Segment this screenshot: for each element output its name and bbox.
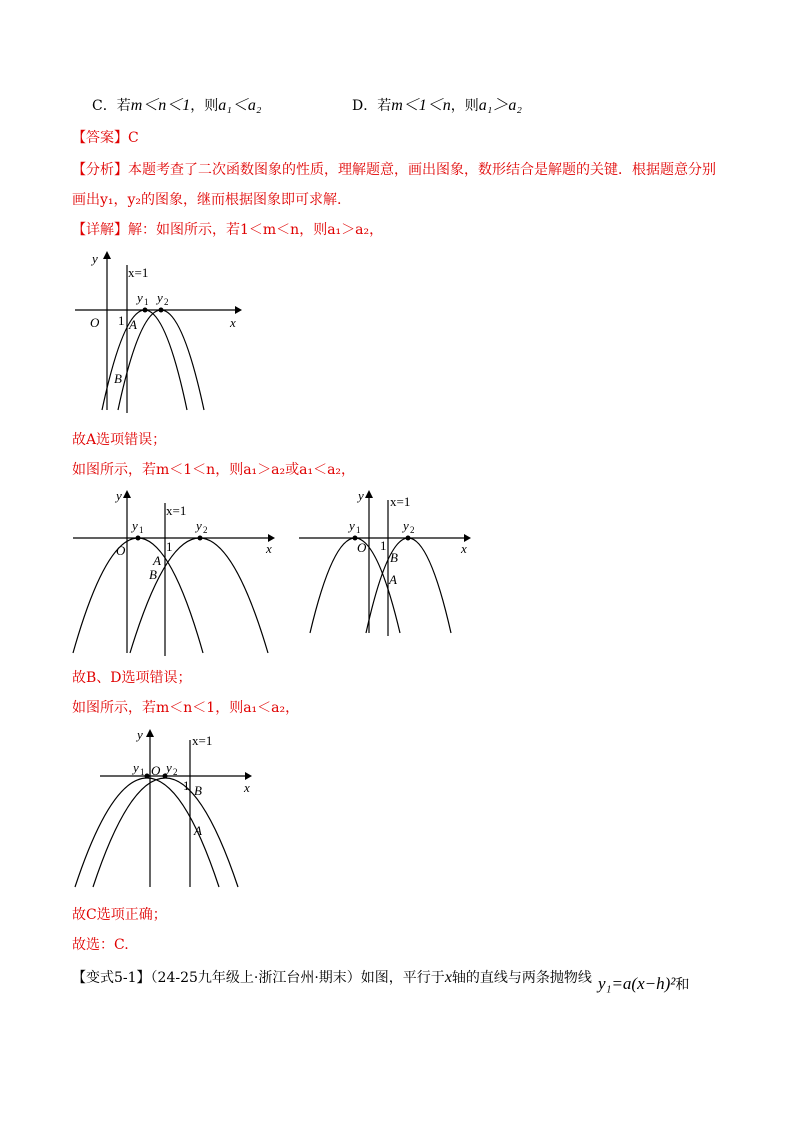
vertex-y1: [145, 774, 150, 779]
label-line: x=1: [128, 265, 149, 280]
variant-line: 【变式5-1】（24-25九年级上·浙江台州·期末）如图，平行于x轴的直线与两条抛物线: [72, 969, 592, 986]
conclusion: 故选：C.: [72, 937, 129, 953]
answer-line: 【答案】C: [72, 130, 139, 146]
y-axis-arrow: [365, 490, 373, 498]
figure-1-parabolas: [70, 245, 250, 420]
label-y2: y: [157, 290, 163, 305]
analysis-line-1: 【分析】本题考查了二次函数图象的性质，理解题意，画出图象，数形结合是解题的关键．根据题意分别: [72, 162, 716, 178]
parabola-y2: [93, 778, 238, 887]
label-y2-sub: 2: [410, 525, 415, 535]
vertex-y2: [406, 536, 411, 541]
label-y2-sub: 2: [203, 525, 208, 535]
label-y: y: [92, 251, 98, 266]
label-y1: y: [349, 518, 355, 533]
x-axis-arrow: [245, 772, 252, 780]
label-one: 1: [183, 778, 190, 793]
label-y: y: [358, 488, 364, 503]
label-B: B: [194, 783, 202, 798]
figure-3-parabolas: [296, 488, 486, 638]
detail-intro: 【详解】解：如图所示，若1＜m＜n，则a₁＞a₂，: [72, 222, 384, 238]
label-B: B: [149, 567, 157, 582]
label-x: x: [266, 541, 272, 556]
label-one: 1: [118, 313, 125, 328]
label-y1: y: [137, 290, 143, 305]
label-y2: y: [166, 760, 172, 775]
label-y2-sub: 2: [164, 297, 169, 307]
label-y2: y: [403, 518, 409, 533]
label-B: B: [390, 550, 398, 565]
option-c: C．若m＜n＜1，则a₁＜a₂: [92, 97, 262, 114]
label-line: x=1: [166, 503, 187, 518]
label-y1-sub: 1: [139, 525, 144, 535]
after-figures-2-3: 故B、D选项错误；: [72, 670, 192, 686]
after-figure-1: 故A选项错误；: [72, 432, 167, 448]
parabola-y1: [310, 538, 400, 633]
y-axis-arrow: [123, 490, 131, 498]
label-y1-sub: 1: [356, 525, 361, 535]
parabola-y2: [130, 538, 268, 653]
label-y1: y: [133, 760, 139, 775]
x-axis-arrow: [235, 306, 242, 314]
label-x: x: [230, 315, 236, 330]
vertex-y2: [159, 308, 164, 313]
label-A: A: [153, 553, 161, 568]
label-line: x=1: [390, 494, 411, 509]
label-A: A: [129, 317, 137, 332]
label-B: B: [114, 371, 122, 386]
label-y: y: [137, 727, 143, 742]
label-y: y: [116, 488, 122, 503]
label-y1-sub: 1: [140, 767, 145, 777]
label-x: x: [461, 541, 467, 556]
label-y2: y: [196, 518, 202, 533]
label-one: 1: [380, 538, 387, 553]
analysis-line-2: 画出y₁，y₂的图象，继而根据图象即可求解.: [72, 192, 342, 208]
label-origin: O: [116, 543, 126, 558]
label-x: x: [244, 780, 250, 795]
figure-2-parabolas: [68, 488, 288, 658]
y-axis-arrow: [103, 251, 111, 259]
label-A: A: [194, 823, 202, 838]
label-one: 1: [166, 539, 173, 554]
label-y1-sub: 1: [144, 297, 149, 307]
label-line: x=1: [192, 733, 213, 748]
parabola-y1: [73, 538, 203, 653]
label-origin: O: [90, 315, 100, 330]
parabola-y2: [366, 538, 451, 633]
vertex-y2: [198, 536, 203, 541]
detail-intro-2: 如图所示，若m＜1＜n，则a₁＞a₂或a₁＜a₂，: [72, 462, 356, 478]
label-origin: O: [357, 540, 367, 555]
label-origin: O: [151, 763, 161, 778]
option-d: D．若m＜1＜n，则a₁＞a₂: [352, 97, 522, 114]
y-axis-arrow: [146, 729, 154, 737]
vertex-y1: [143, 308, 148, 313]
label-A: A: [389, 572, 397, 587]
figure-4-parabolas: [70, 725, 260, 900]
after-figure-4: 故C选项正确；: [72, 907, 167, 923]
vertex-y1: [136, 536, 141, 541]
variant-formula: y₁=a(x−h)²和: [598, 974, 690, 993]
label-y2-sub: 2: [173, 767, 178, 777]
label-y1: y: [132, 518, 138, 533]
detail-intro-3: 如图所示，若m＜n＜1，则a₁＜a₂，: [72, 700, 300, 716]
